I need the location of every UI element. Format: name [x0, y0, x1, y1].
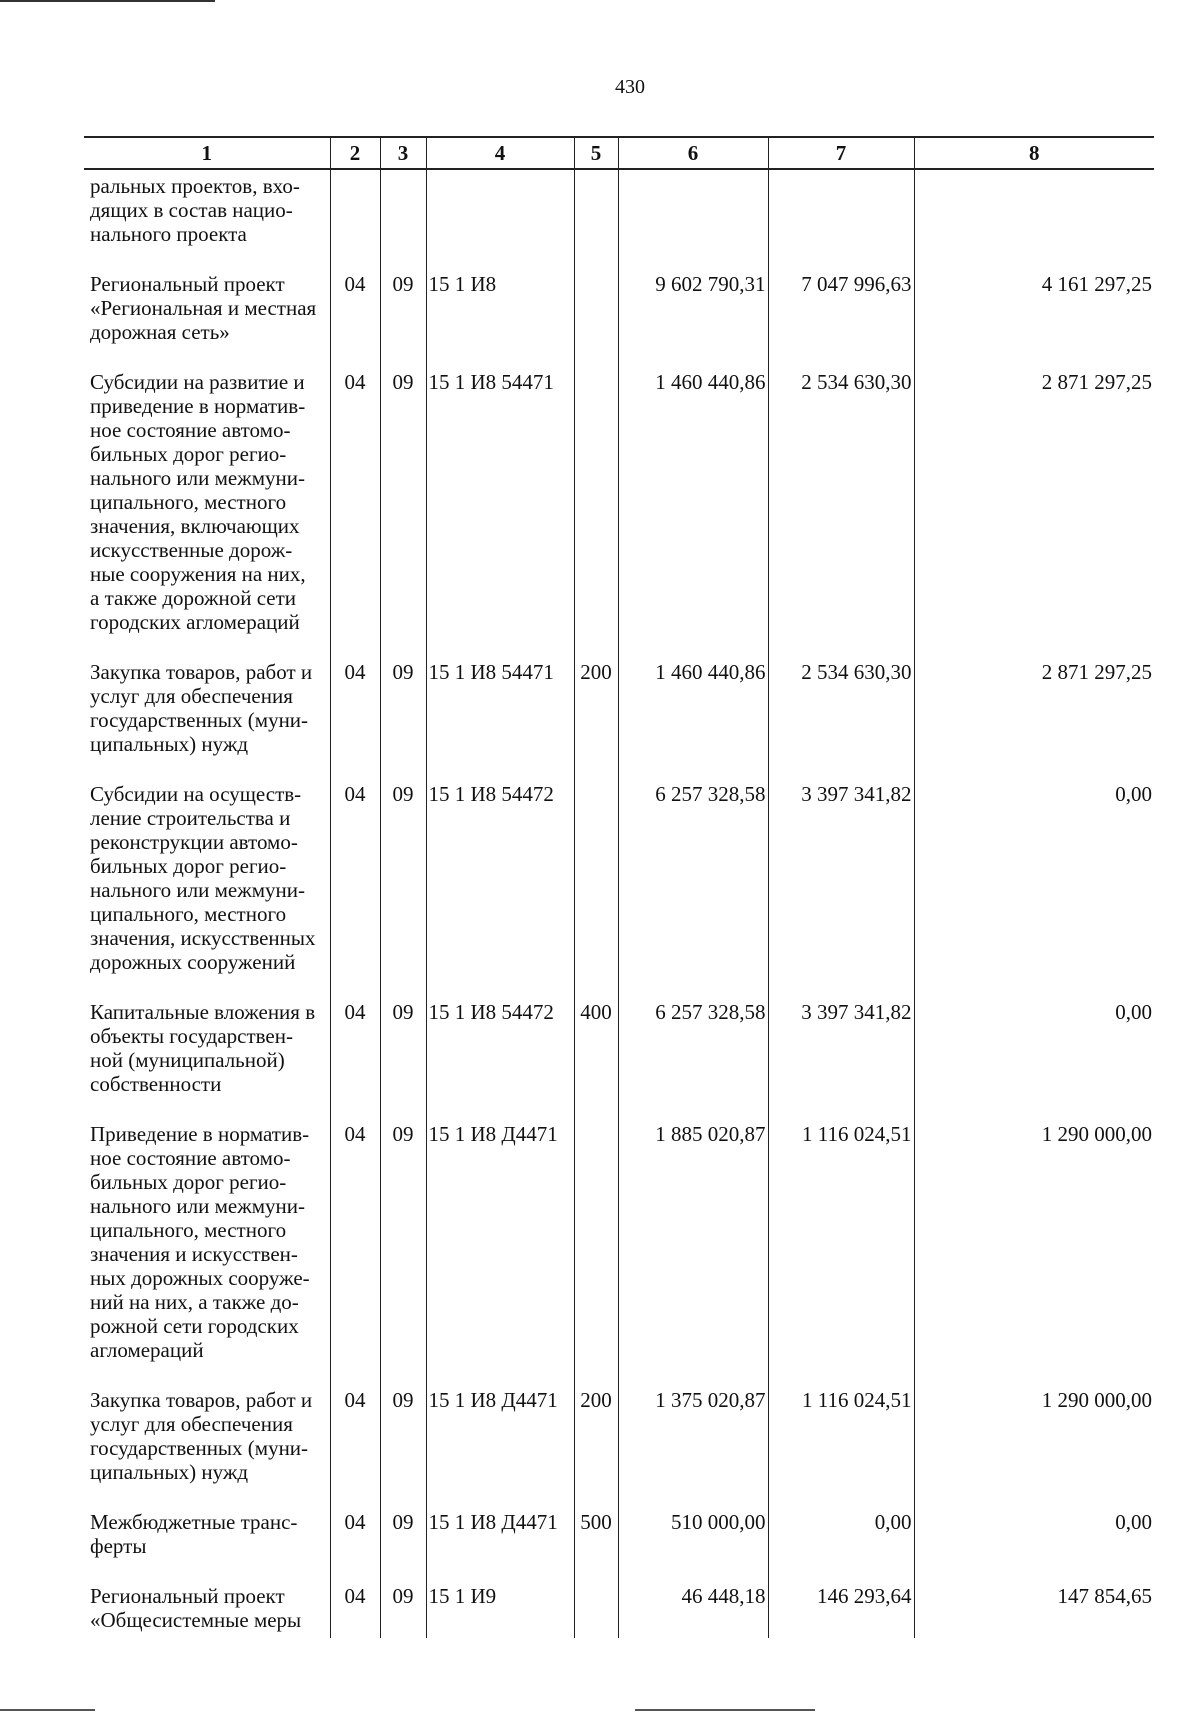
item-name-line: Межбюджетные транс- — [90, 1510, 298, 1534]
item-name-cell — [84, 169, 330, 270]
item-name-line: услуг для обеспечения — [90, 684, 293, 708]
item-name-line: дорожная сеть» — [90, 320, 230, 344]
amount-col6-cell: 1 375 020,87 — [618, 1386, 768, 1508]
target-article-cell: 15 1 И8 54471 — [426, 368, 574, 658]
section-code-cell — [330, 169, 380, 270]
amount-col7-cell: 146 293,64 — [768, 1582, 914, 1638]
item-name-line: услуг для обеспечения — [90, 1412, 293, 1436]
table-row — [84, 169, 1154, 270]
amount-col8-cell: 1 290 000,00 — [914, 1386, 1154, 1508]
amount-col7-cell: 1 116 024,51 — [768, 1386, 914, 1508]
item-name-line: нального проекта — [90, 222, 247, 246]
amount-col8-cell: 0,00 — [914, 780, 1154, 998]
page-number: 430 — [615, 76, 645, 98]
item-name-line: Субсидии на осуществ- — [90, 782, 302, 806]
amount-col8-cell: 2 871 297,25 — [914, 658, 1154, 780]
expense-type-cell: 500 — [574, 1508, 618, 1582]
item-name-line: ной (муниципальной) — [90, 1048, 285, 1072]
subsection-code-cell: 09 — [380, 1508, 426, 1582]
amount-col7-cell: 7 047 996,63 — [768, 270, 914, 368]
column-header: 6 — [618, 137, 768, 169]
table-row — [84, 1386, 1154, 1508]
section-code-cell: 04 — [330, 658, 380, 780]
item-name-line: ных дорожных сооруже- — [90, 1266, 310, 1290]
target-article-cell: 15 1 И8 54472 — [426, 780, 574, 998]
column-header: 1 — [84, 137, 330, 169]
item-name-line: собственности — [90, 1072, 222, 1096]
section-code-cell: 04 — [330, 270, 380, 368]
item-name-cell — [84, 1120, 330, 1386]
item-name-line: ное состояние автомо- — [90, 1146, 291, 1170]
section-code-cell: 04 — [330, 1120, 380, 1386]
table-body — [84, 169, 1154, 1638]
item-name-line: Закупка товаров, работ и — [90, 1388, 313, 1412]
item-name-cell — [84, 1386, 330, 1508]
item-name-cell — [84, 780, 330, 998]
amount-col7-cell: 3 397 341,82 — [768, 780, 914, 998]
item-name-line: объекты государствен- — [90, 1024, 293, 1048]
item-name-line: Субсидии на развитие и — [90, 370, 305, 394]
column-header: 8 — [914, 137, 1154, 169]
column-header: 7 — [768, 137, 914, 169]
amount-col7-cell: 1 116 024,51 — [768, 1120, 914, 1386]
subsection-code-cell: 09 — [380, 1120, 426, 1386]
item-name-line: бильных дорог регио- — [90, 442, 287, 466]
item-name-cell — [84, 998, 330, 1120]
item-name-line: приведение в норматив- — [90, 394, 306, 418]
expense-type-cell — [574, 1582, 618, 1638]
amount-col7-cell: 2 534 630,30 — [768, 658, 914, 780]
item-name-line: ципального, местного — [90, 902, 287, 926]
table-row — [84, 780, 1154, 998]
bottom-edge-line — [0, 1709, 95, 1711]
target-article-cell: 15 1 И8 Д4471 — [426, 1508, 574, 1582]
item-name-line: Капитальные вложения в — [90, 1000, 316, 1024]
amount-col7-cell: 2 534 630,30 — [768, 368, 914, 658]
amount-col6-cell: 1 460 440,86 — [618, 368, 768, 658]
item-name-line: дящих в состав нацио- — [90, 198, 293, 222]
item-name-cell — [84, 368, 330, 658]
item-name-line: рожной сети городских — [90, 1314, 299, 1338]
table-row — [84, 1582, 1154, 1638]
amount-col6-cell: 9 602 790,31 — [618, 270, 768, 368]
table-row — [84, 998, 1154, 1120]
table-row — [84, 270, 1154, 368]
expense-type-cell: 200 — [574, 658, 618, 780]
item-name-line: «Общесистемные меры — [90, 1608, 302, 1632]
column-header: 3 — [380, 137, 426, 169]
item-name-line: Региональный проект — [90, 272, 285, 296]
item-name-line: агломераций — [90, 1338, 204, 1362]
target-article-cell: 15 1 И8 — [426, 270, 574, 368]
item-name-line: бильных дорог регио- — [90, 854, 287, 878]
item-name-line: Приведение в норматив- — [90, 1122, 310, 1146]
amount-col6-cell: 510 000,00 — [618, 1508, 768, 1582]
item-name-line: Региональный проект — [90, 1584, 285, 1608]
item-name-line: ральных проектов, вхо- — [90, 174, 300, 198]
subsection-code-cell — [380, 169, 426, 270]
amount-col8-cell: 147 854,65 — [914, 1582, 1154, 1638]
item-name-line: государственных (муни- — [90, 1436, 309, 1460]
amount-col6-cell: 46 448,18 — [618, 1582, 768, 1638]
expense-type-cell — [574, 368, 618, 658]
item-name-line: ципальных) нужд — [90, 732, 249, 756]
item-name-line: значения, включающих — [90, 514, 300, 538]
item-name-line: ципального, местного — [90, 490, 287, 514]
amount-col6-cell: 1 460 440,86 — [618, 658, 768, 780]
item-name-cell — [84, 1508, 330, 1582]
target-article-cell: 15 1 И8 54472 — [426, 998, 574, 1120]
section-code-cell: 04 — [330, 998, 380, 1120]
item-name-line: ные сооружения на них, — [90, 562, 306, 586]
amount-col7-cell: 0,00 — [768, 1508, 914, 1582]
amount-col6-cell: 6 257 328,58 — [618, 780, 768, 998]
amount-col8-cell: 0,00 — [914, 1508, 1154, 1582]
column-header: 5 — [574, 137, 618, 169]
expense-type-cell — [574, 169, 618, 270]
item-name-line: ферты — [90, 1534, 147, 1558]
top-edge-line — [0, 0, 215, 2]
expense-type-cell: 400 — [574, 998, 618, 1120]
subsection-code-cell: 09 — [380, 998, 426, 1120]
amount-col8-cell: 4 161 297,25 — [914, 270, 1154, 368]
item-name-line: ципального, местного — [90, 1218, 287, 1242]
item-name-cell — [84, 658, 330, 780]
subsection-code-cell: 09 — [380, 368, 426, 658]
item-name-line: нального или межмуни- — [90, 878, 305, 902]
table-row — [84, 1120, 1154, 1386]
item-name-line: Закупка товаров, работ и — [90, 660, 313, 684]
item-name-line: «Региональная и местная — [90, 296, 317, 320]
item-name-line: нального или межмуни- — [90, 1194, 305, 1218]
subsection-code-cell: 09 — [380, 270, 426, 368]
section-code-cell: 04 — [330, 1582, 380, 1638]
item-name-line: бильных дорог регио- — [90, 1170, 287, 1194]
expense-type-cell: 200 — [574, 1386, 618, 1508]
item-name-line: а также дорожной сети — [90, 586, 297, 610]
item-name-cell — [84, 270, 330, 368]
subsection-code-cell: 09 — [380, 1386, 426, 1508]
budget-table — [84, 136, 1154, 1638]
item-name-line: искусственные дорож- — [90, 538, 293, 562]
item-name-line: ное состояние автомо- — [90, 418, 291, 442]
subsection-code-cell: 09 — [380, 1582, 426, 1638]
expense-type-cell — [574, 780, 618, 998]
subsection-code-cell: 09 — [380, 780, 426, 998]
column-header: 4 — [426, 137, 574, 169]
amount-col8-cell — [914, 169, 1154, 270]
table-row — [84, 1508, 1154, 1582]
section-code-cell: 04 — [330, 368, 380, 658]
subsection-code-cell: 09 — [380, 658, 426, 780]
amount-col6-cell: 6 257 328,58 — [618, 998, 768, 1120]
target-article-cell — [426, 169, 574, 270]
table-row — [84, 658, 1154, 780]
target-article-cell: 15 1 И9 — [426, 1582, 574, 1638]
target-article-cell: 15 1 И8 Д4471 — [426, 1386, 574, 1508]
amount-col8-cell: 0,00 — [914, 998, 1154, 1120]
section-code-cell: 04 — [330, 1508, 380, 1582]
item-name-line: ний на них, а также до- — [90, 1290, 299, 1314]
amount-col6-cell: 1 885 020,87 — [618, 1120, 768, 1386]
table-header-row — [84, 137, 1154, 169]
item-name-cell — [84, 1582, 330, 1638]
item-name-line: дорожных сооружений — [90, 950, 296, 974]
amount-col6-cell — [618, 169, 768, 270]
target-article-cell: 15 1 И8 54471 — [426, 658, 574, 780]
item-name-line: значения и искусствен- — [90, 1242, 298, 1266]
section-code-cell: 04 — [330, 1386, 380, 1508]
item-name-line: ление строительства и — [90, 806, 291, 830]
target-article-cell: 15 1 И8 Д4471 — [426, 1120, 574, 1386]
item-name-line: нального или межмуни- — [90, 466, 305, 490]
amount-col8-cell: 1 290 000,00 — [914, 1120, 1154, 1386]
item-name-line: ципальных) нужд — [90, 1460, 249, 1484]
column-header: 2 — [330, 137, 380, 169]
section-code-cell: 04 — [330, 780, 380, 998]
table-row — [84, 368, 1154, 658]
item-name-line: государственных (муни- — [90, 708, 309, 732]
expense-type-cell — [574, 1120, 618, 1386]
amount-col7-cell — [768, 169, 914, 270]
item-name-line: городских агломераций — [90, 610, 300, 634]
bottom-edge-line — [635, 1709, 815, 1711]
item-name-line: значения, искусственных — [90, 926, 316, 950]
item-name-line: реконструкции автомо- — [90, 830, 298, 854]
expense-type-cell — [574, 270, 618, 368]
amount-col7-cell: 3 397 341,82 — [768, 998, 914, 1120]
amount-col8-cell: 2 871 297,25 — [914, 368, 1154, 658]
